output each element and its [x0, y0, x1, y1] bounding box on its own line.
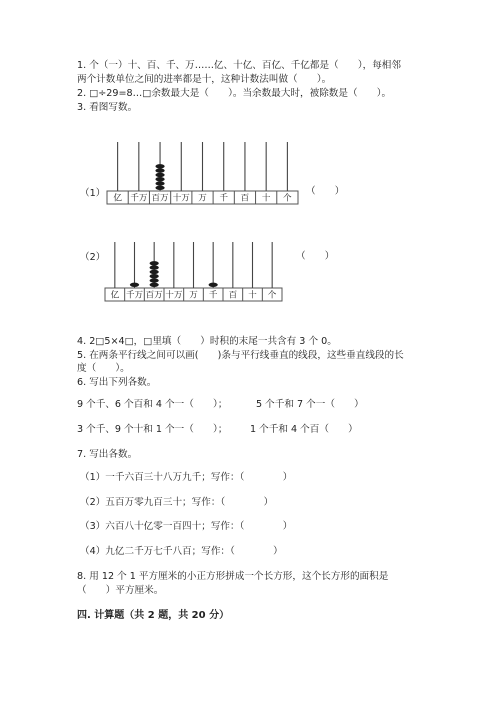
q6-item-d: 1 个千和 4 个百（ ）: [250, 424, 358, 435]
q6-item-c: 3 个千、9 个十和 1 个一（ ）；: [77, 424, 228, 435]
q7-item-2: （2）五百万零九百三十；写作：（ ）: [80, 497, 274, 508]
abacus-place-label: 百万: [151, 193, 169, 204]
abacus2-label: （2）: [80, 252, 106, 263]
abacus-place-label: 十: [261, 193, 271, 204]
abacus-place-label: 千: [219, 193, 228, 204]
q3-title: 3. 看图写数。: [77, 102, 138, 113]
q7-item-3: （3）六百八十亿零一百四十；写作：（ ）: [80, 521, 293, 532]
abacus-place-label: 亿: [110, 290, 120, 301]
q6-item-a: 9 个千、6 个百和 4 个一（ ）；: [77, 399, 228, 410]
abacus-place-label: 百万: [145, 290, 163, 301]
abacus-place-label: 十: [248, 290, 257, 301]
q6-item-b: 5 个千和 7 个一（ ）: [256, 399, 364, 410]
abacus-place-label: 百: [240, 193, 250, 204]
q2-line1: 2. □÷29=8…□余数最大是（ ）。当余数最大时，被除数是（ ）。: [77, 88, 392, 99]
q5-line1: 5. 在两条平行线之间可以画( )条与平行线垂直的线段，这些垂直线段的长: [77, 350, 404, 361]
abacus-bead: [150, 274, 159, 278]
abacus-place-label: 个: [283, 193, 292, 204]
abacus-place-label: 十万: [172, 193, 190, 204]
abacus1-answer-blank[interactable]: （ ）: [306, 186, 345, 197]
abacus-bead: [150, 265, 159, 269]
q7-title: 7. 写出各数。: [77, 449, 138, 460]
abacus-bead: [150, 283, 159, 287]
abacus-place-label: 个: [267, 290, 277, 301]
abacus-place-label: 十万: [165, 290, 183, 301]
abacus-place-label: 千万: [125, 290, 144, 301]
abacus-place-label: 千: [208, 290, 218, 301]
abacus-bead: [209, 283, 218, 287]
q8-line1: 8. 用 12 个 1 平方厘米的小正方形拼成一个长方形，这个长方形的面积是: [77, 571, 389, 582]
abacus-place-label: 千万: [130, 193, 148, 204]
q1-line2: 两个计数单位之间的进率都是十，这种计数法叫做（ ）。: [77, 74, 332, 85]
abacus-place-label: 百: [228, 290, 238, 301]
section-4-title: 四. 计算题（共 2 题，共 20 分）: [77, 610, 230, 621]
abacus-place-label: 亿: [113, 193, 122, 204]
q4-line1: 4. 2□5×4□，□里填（ ）时积的末尾一共含有 3 个 0。: [77, 336, 337, 347]
q1-line1: 1. 个（一）十、百、千、万……亿、十亿、百亿、千亿都是（ ），每相邻: [77, 60, 401, 71]
q8-line2: （ ）平方厘米。: [77, 585, 164, 596]
abacus1-label: （1）: [80, 188, 106, 199]
q7-item-4: （4）九亿二千万七千八百；写作：（ ）: [80, 546, 283, 557]
abacus-bead: [150, 270, 159, 274]
q6-title: 6. 写出下列各数。: [77, 377, 157, 388]
abacus-bead: [150, 261, 159, 265]
q5-line2: 度（ ）。: [77, 363, 130, 374]
abacus-bead: [130, 283, 139, 287]
abacus-place-label: 万: [189, 290, 198, 301]
abacus-bead: [150, 278, 159, 282]
abacus2-answer-blank[interactable]: （ ）: [296, 251, 335, 262]
abacus-place-label: 万: [198, 193, 207, 204]
q7-item-1: （1）一千六百三十八万九千；写作：（ ）: [80, 472, 293, 483]
